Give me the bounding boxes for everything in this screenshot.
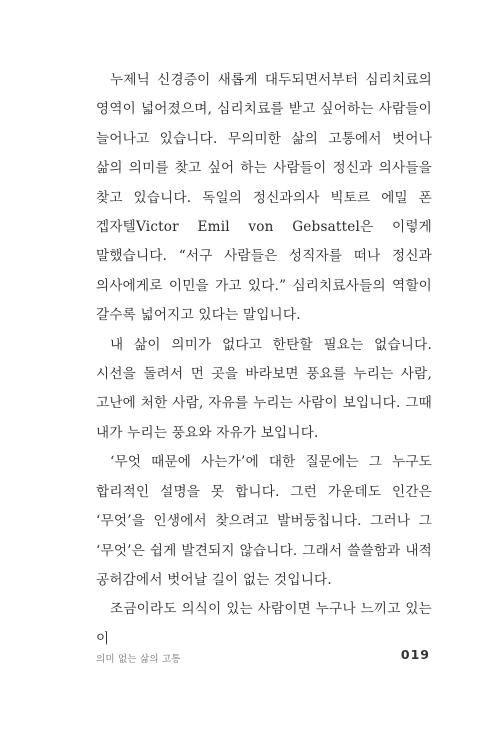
paragraph: ‘무엇 때문에 사는가’에 대한 질문에는 그 누구도 합리적인 설명을 못 합니다. 그런 가운데도 인간은 ‘무엇’을 인생에서 찾으려고 발버둥칩니다. 그러나 그 ‘무엇’은 쉽게 발견되지 않습니다. 그래서 쓸쓸함과 내적 공허감에서 벗어날 길이 없는 것입니다. [96,454,432,588]
paragraph: 누제닉 신경증이 새롭게 대두되면서부터 심리치료의 영역이 넓어졌으며, 심리치료를 받고 싶어하는 사람들이 늘어나고 있습니다. 무의미한 삶의 고통에서 벗어나 삶의 의미를 찾고 싶어 하는 사람들이 정신과 의사들을 찾고 있습니다. 독일의 정신과의사 빅토르 에밀 폰 겝자텔Victor Emil von Gebsattel은 이렇게 말했습니다. “서구 사람들은 성직자를 떠나 정신과 의사에게로 이민을 가고 있다.” 심리치료사들의 역할이 갈수록 넓어지고 있다는 말입니다. [96,72,432,324]
body-text [96,66,432,654]
page-number: 019 [400,647,430,662]
running-footer-title: 의미 없는 삶의 고통 [96,654,181,665]
paragraph: 조금이라도 의식이 있는 사람이면 누구나 느끼고 있는 이 [96,601,432,647]
paragraph: 내 삶이 의미가 없다고 한탄할 필요는 없습니다. 시선을 돌려서 먼 곳을 바라보면 풍요를 누리는 사람, 고난에 처한 사람, 자유를 누리는 사람이 보입니다. 그때 내가 누리는 풍요와 자유가 보입니다. [96,336,432,441]
